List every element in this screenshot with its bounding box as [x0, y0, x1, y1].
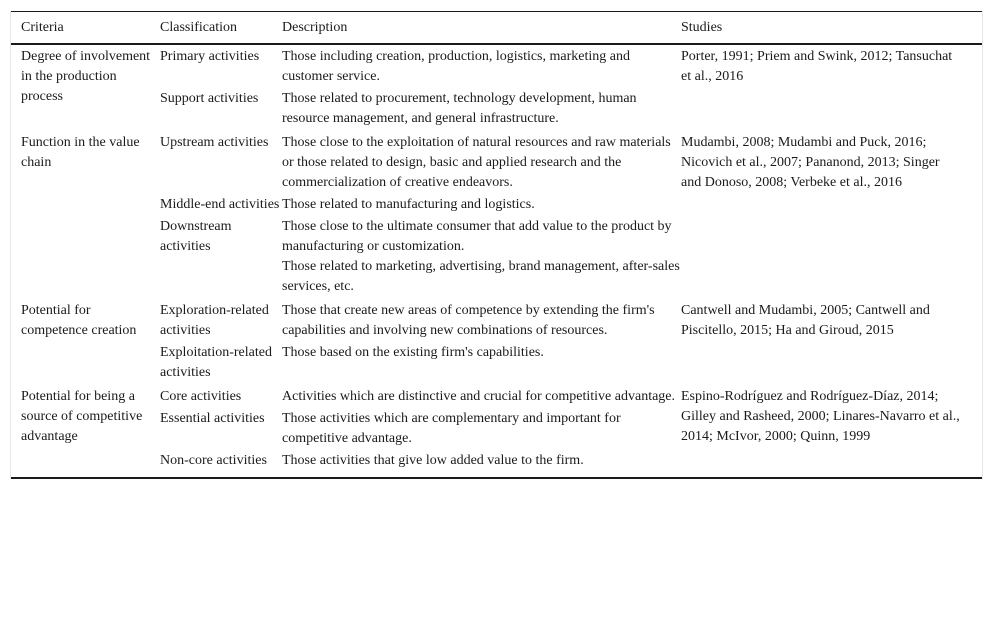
header-criteria: Criteria [21, 19, 64, 35]
classification-cell: Middle-end activities [160, 197, 280, 212]
table-body [11, 44, 982, 478]
description-cell: Those activities which are complementary and important for competitive advantage. [282, 411, 621, 446]
classification-table-container [10, 11, 983, 479]
table-row [11, 383, 982, 407]
criteria-cell: Potential for competence creation [21, 303, 137, 338]
description-cell: Those based on the existing firm's capabilities. [282, 345, 544, 360]
description-cell: Those that create new areas of competence by extending the firm's capabilities and involving new combinations of resources. [282, 303, 655, 338]
classification-cell: Exploitation-related activities [160, 345, 272, 380]
classification-cell: Core activities [160, 389, 242, 404]
description-cell: Those close to the exploitation of natural resources and raw materials or those related to design, basic and applied research and the commercialization of creative endeavors. [282, 135, 671, 190]
studies-cell: Espino-Rodríguez and Rodríguez-Díaz, 2014; Gilley and Rasheed, 2000; Linares-Navarro et al., 2014; McIvor, 2000; Quinn, 1999 [681, 389, 960, 444]
table-header [11, 12, 982, 45]
criteria-cell: Degree of involvement in the production process [21, 49, 151, 104]
description-cell: Those related to procurement, technology development, human resource management, and general infrastructure. [282, 91, 637, 126]
description-line: Those close to the ultimate consumer that add value to the product by manufacturing or customization. [282, 219, 672, 254]
description-cell [282, 215, 681, 297]
studies-cell: Mudambi, 2008; Mudambi and Puck, 2016; Nicovich et al., 2007; Pananond, 2013; Singer and Donoso, 2008; Verbeke et al., 2016 [681, 135, 940, 190]
classification-cell: Downstream activities [160, 219, 232, 254]
description-line: Those related to marketing, advertising, brand management, after-sales services, etc. [282, 259, 680, 294]
classification-cell: Exploration-related activities [160, 303, 269, 338]
description-cell: Activities which are distinctive and crucial for competitive advantage. [282, 389, 676, 404]
studies-cell: Porter, 1991; Priem and Swink, 2012; Tansuchat et al., 2016 [681, 49, 953, 84]
table-row [11, 44, 982, 87]
table-row [11, 297, 982, 341]
table-row [11, 129, 982, 193]
classification-table [11, 11, 982, 479]
header-studies: Studies [681, 19, 723, 35]
criteria-cell: Function in the value chain [21, 135, 140, 170]
header-description: Description [282, 19, 348, 35]
classification-cell: Non-core activities [160, 453, 267, 468]
description-cell: Those activities that give low added value to the firm. [282, 453, 584, 468]
classification-cell: Upstream activities [160, 135, 269, 150]
header-classification: Classification [160, 19, 237, 35]
classification-cell: Support activities [160, 91, 259, 106]
classification-cell: Essential activities [160, 411, 265, 426]
description-cell: Those related to manufacturing and logistics. [282, 197, 535, 212]
header-row [11, 12, 982, 45]
description-cell: Those including creation, production, logistics, marketing and customer service. [282, 49, 630, 84]
classification-cell: Primary activities [160, 49, 260, 64]
criteria-cell: Potential for being a source of competitive advantage [21, 389, 143, 444]
studies-cell: Cantwell and Mudambi, 2005; Cantwell and Piscitello, 2015; Ha and Giroud, 2015 [681, 303, 930, 338]
